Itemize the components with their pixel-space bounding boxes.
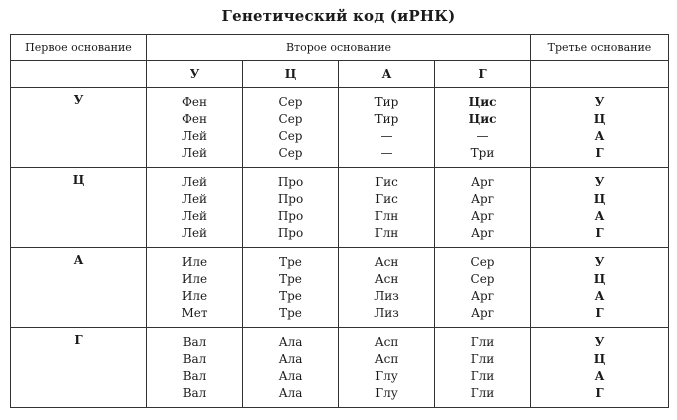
amino-acid: Про — [277, 174, 304, 189]
amino-acid: Мет — [181, 305, 208, 320]
third-base: Г — [595, 385, 604, 400]
third-base-cell — [531, 168, 669, 248]
amino-acid: Асн — [374, 254, 399, 269]
table-row — [11, 248, 669, 328]
third-base: У — [594, 334, 605, 349]
amino-acid: — — [380, 128, 393, 143]
third-base-cell — [531, 328, 669, 408]
third-base: А — [594, 208, 605, 223]
amino-acid: Три — [470, 145, 495, 160]
amino-acid: Лиз — [374, 288, 399, 303]
amino-acid: Арг — [470, 225, 495, 240]
amino-acid: Иле — [181, 254, 208, 269]
codon-cell — [243, 88, 339, 168]
codon-cell — [339, 328, 435, 408]
codon-cell — [147, 168, 243, 248]
amino-acid: Тир — [374, 111, 399, 126]
amino-acid: Фен — [181, 111, 208, 126]
amino-acid: Сер — [278, 128, 303, 143]
table-row — [11, 88, 669, 168]
amino-acid: Иле — [181, 271, 208, 286]
empty-cell — [11, 61, 147, 88]
amino-acid: — — [476, 128, 489, 143]
third-base: У — [594, 254, 605, 269]
page-title: Генетический код (иРНК) — [221, 7, 456, 25]
amino-acid: Гли — [470, 385, 495, 400]
first-base-label: А — [73, 253, 84, 267]
amino-acid: Глу — [375, 385, 398, 400]
genetic-code-table — [10, 34, 669, 408]
amino-acid: Глн — [374, 208, 399, 223]
codon-cell — [147, 328, 243, 408]
amino-acid: Арг — [470, 174, 495, 189]
first-base-label: Ц — [72, 173, 85, 187]
codon-cell — [147, 88, 243, 168]
empty-cell — [531, 61, 669, 88]
codon-cell — [147, 248, 243, 328]
amino-acid: Вал — [182, 368, 207, 383]
amino-acid: Гли — [470, 368, 495, 383]
codon-cell — [435, 248, 531, 328]
amino-acid: Цис — [468, 111, 497, 126]
amino-acid: Глн — [374, 225, 399, 240]
amino-acid: Гли — [470, 351, 495, 366]
amino-acid: Сер — [278, 145, 303, 160]
amino-acid: Про — [277, 191, 304, 206]
third-base: А — [594, 368, 605, 383]
first-base-cell — [11, 88, 147, 168]
first-base-cell — [11, 168, 147, 248]
third-base: Ц — [593, 111, 606, 126]
first-base-label: У — [73, 93, 84, 107]
codon-cell — [435, 328, 531, 408]
amino-acid: Ала — [278, 334, 303, 349]
amino-acid: Лиз — [374, 305, 399, 320]
codon-cell — [243, 248, 339, 328]
second-base-row — [11, 61, 669, 88]
codon-cell — [243, 328, 339, 408]
amino-acid: Фен — [181, 94, 208, 109]
header-row — [11, 35, 669, 61]
amino-acid: Арг — [470, 191, 495, 206]
third-base-cell — [531, 88, 669, 168]
amino-acid: Лей — [181, 174, 208, 189]
amino-acid: Сер — [278, 94, 303, 109]
amino-acid: Ала — [278, 351, 303, 366]
third-base: Ц — [593, 271, 606, 286]
amino-acid: Лей — [181, 128, 208, 143]
first-base-cell — [11, 248, 147, 328]
amino-acid: Арг — [470, 288, 495, 303]
amino-acid: Иле — [181, 288, 208, 303]
codon-cell — [339, 248, 435, 328]
amino-acid: Гис — [375, 191, 398, 206]
amino-acid: Тре — [279, 254, 302, 269]
amino-acid: Лей — [181, 208, 208, 223]
third-base: У — [594, 174, 605, 189]
third-base: Г — [595, 145, 604, 160]
first-base-cell — [11, 328, 147, 408]
amino-acid: Лей — [181, 225, 208, 240]
third-base: Г — [595, 305, 604, 320]
amino-acid: Лей — [181, 191, 208, 206]
amino-acid: Вал — [182, 334, 207, 349]
amino-acid: Сер — [470, 254, 495, 269]
second-base-header: Второе основание — [147, 35, 531, 61]
codon-cell — [243, 168, 339, 248]
amino-acid: Про — [277, 208, 304, 223]
third-base-cell — [531, 248, 669, 328]
amino-acid: Про — [277, 225, 304, 240]
amino-acid: Тир — [374, 94, 399, 109]
amino-acid: Глу — [375, 368, 398, 383]
amino-acid: Цис — [468, 94, 497, 109]
third-base-header: Третье основание — [531, 35, 669, 61]
amino-acid: Арг — [470, 208, 495, 223]
amino-acid: Тре — [279, 288, 302, 303]
codon-cell — [435, 168, 531, 248]
amino-acid: Гис — [375, 174, 398, 189]
amino-acid: Сер — [278, 111, 303, 126]
codon-cell — [339, 168, 435, 248]
codon-cell — [435, 88, 531, 168]
amino-acid: Гли — [470, 334, 495, 349]
amino-acid: Тре — [279, 271, 302, 286]
third-base: Ц — [593, 191, 606, 206]
amino-acid: Арг — [470, 305, 495, 320]
amino-acid: Лей — [181, 145, 208, 160]
second-base-g: Г — [435, 61, 531, 88]
amino-acid: Вал — [182, 351, 207, 366]
first-base-label: Г — [74, 333, 83, 347]
third-base: Г — [595, 225, 604, 240]
table-row — [11, 168, 669, 248]
amino-acid: Вал — [182, 385, 207, 400]
amino-acid: Сер — [470, 271, 495, 286]
third-base: А — [594, 128, 605, 143]
first-base-header: Первое основание — [11, 35, 147, 61]
second-base-c: Ц — [243, 61, 339, 88]
third-base: А — [594, 288, 605, 303]
amino-acid: Ала — [278, 385, 303, 400]
amino-acid: Асп — [374, 351, 399, 366]
codon-cell — [339, 88, 435, 168]
table-row — [11, 328, 669, 408]
amino-acid: Асп — [374, 334, 399, 349]
amino-acid: Ала — [278, 368, 303, 383]
amino-acid: — — [380, 145, 393, 160]
second-base-u: У — [147, 61, 243, 88]
third-base: Ц — [593, 351, 606, 366]
third-base: У — [594, 94, 605, 109]
second-base-a: А — [339, 61, 435, 88]
amino-acid: Асн — [374, 271, 399, 286]
amino-acid: Тре — [279, 305, 302, 320]
